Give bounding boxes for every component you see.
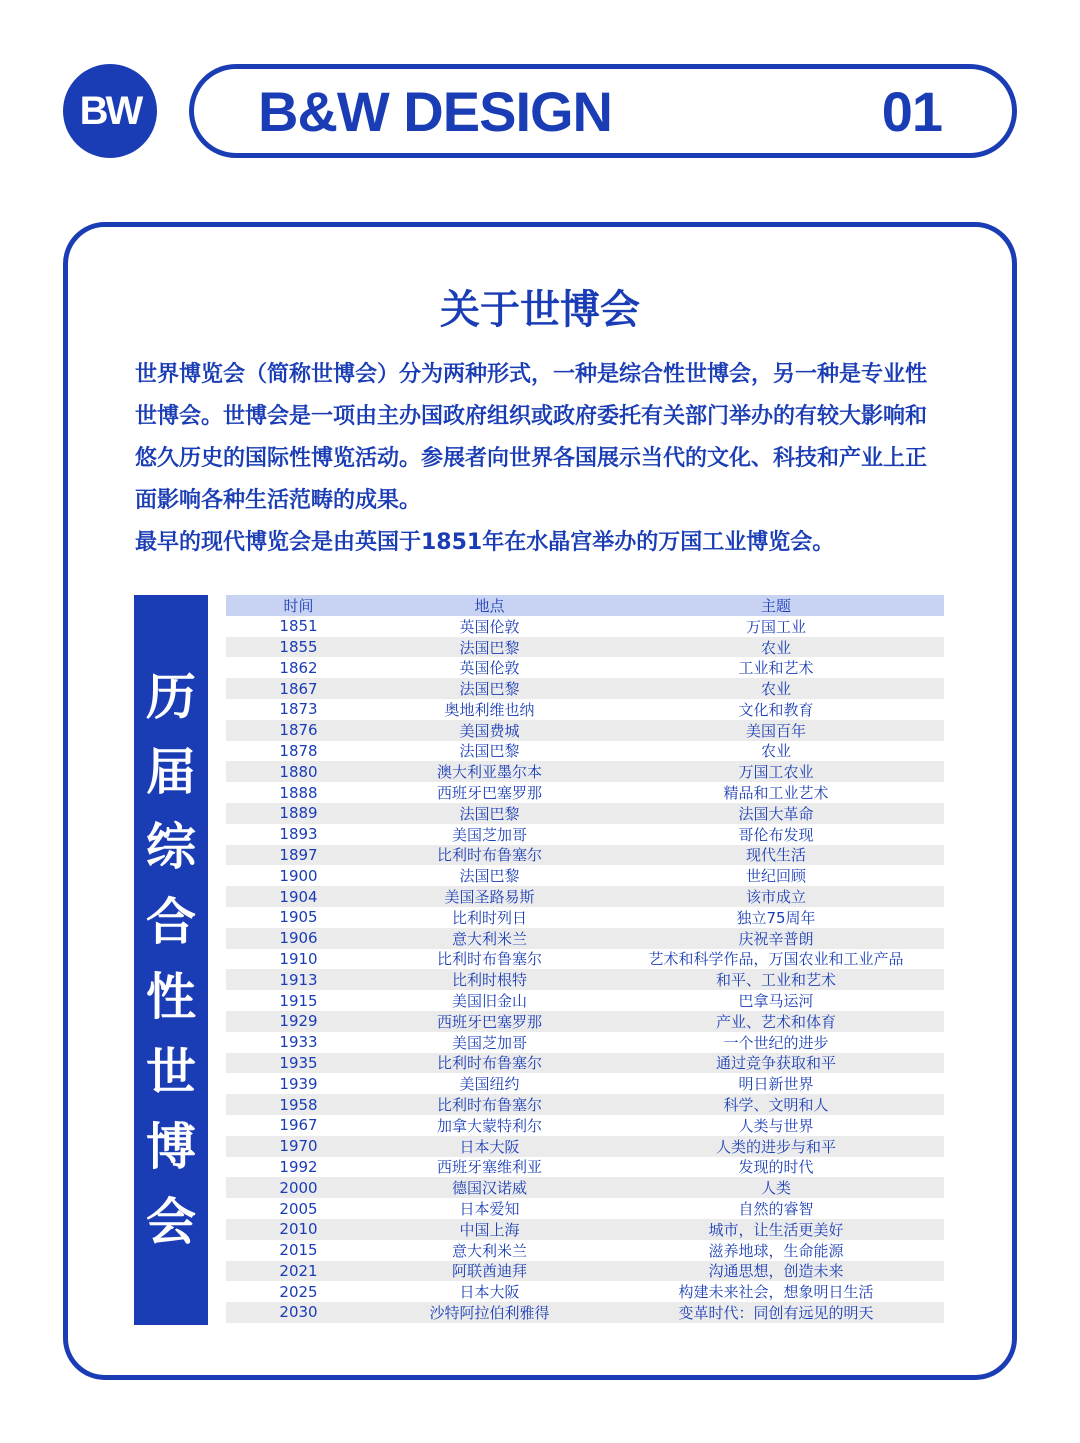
cell-theme: 庆祝辛普朗 [738, 929, 814, 948]
table-row [226, 699, 944, 720]
cell-theme: 工业和艺术 [738, 659, 814, 678]
cell-location: 比利时布鲁塞尔 [436, 846, 542, 865]
cell-time: 1970 [279, 1137, 318, 1156]
cell-location: 沙特阿拉伯利雅得 [429, 1304, 550, 1322]
table-row [226, 845, 944, 866]
cell-theme: 构建未来社会，想象明日生活 [678, 1283, 874, 1302]
expo-table [226, 595, 944, 1323]
cell-theme: 文化和教育 [738, 700, 814, 719]
cell-location: 日本爱知 [459, 1200, 520, 1219]
brand-title: B&W DESIGN [258, 79, 612, 143]
column-header-location: 地点 [474, 596, 505, 615]
cell-location: 美国芝加哥 [451, 825, 527, 844]
cell-time: 2015 [279, 1241, 318, 1260]
vertical-title [134, 595, 208, 1325]
table-row [226, 720, 944, 741]
cell-theme: 现代生活 [745, 846, 806, 865]
cell-theme: 人类 [760, 1179, 791, 1198]
table-row [226, 928, 944, 949]
cell-theme: 发现的时代 [738, 1158, 814, 1177]
cell-location: 比利时根特 [451, 971, 527, 990]
vertical-title-char: 综 [146, 818, 196, 876]
cell-location: 比利时布鲁塞尔 [436, 1054, 542, 1073]
table-row [226, 1032, 944, 1053]
cell-theme: 万国工农业 [738, 763, 814, 782]
cell-location: 阿联酋迪拜 [451, 1262, 527, 1281]
vertical-title-char: 合 [146, 893, 196, 951]
cell-time: 1933 [279, 1033, 318, 1052]
cell-theme: 科学、文明和人 [723, 1096, 829, 1115]
cell-location: 日本大阪 [459, 1137, 520, 1156]
cell-location: 法国巴黎 [459, 867, 520, 886]
cell-location: 加拿大蒙特利尔 [436, 1116, 542, 1135]
cell-time: 1855 [279, 637, 318, 656]
cell-time: 1913 [279, 970, 318, 989]
cell-theme: 产业、艺术和体育 [715, 1012, 836, 1031]
cell-time: 1910 [279, 949, 318, 968]
cell-theme: 自然的睿智 [738, 1200, 814, 1219]
cell-theme: 变革时代：同创有远见的明天 [678, 1304, 874, 1322]
table-row [226, 1302, 944, 1323]
table-row [226, 1011, 944, 1032]
table-row [226, 657, 944, 678]
cell-location: 西班牙巴塞罗那 [436, 784, 542, 803]
table-row [226, 1053, 944, 1074]
table-row [226, 865, 944, 886]
cell-theme: 精品和工业艺术 [723, 784, 829, 803]
table-row [226, 761, 944, 782]
table-row [226, 803, 944, 824]
cell-location: 意大利米兰 [451, 1241, 527, 1260]
cell-theme: 和平、工业和艺术 [715, 971, 836, 990]
header-banner [189, 64, 1017, 158]
cell-theme: 滋养地球，生命能源 [708, 1241, 844, 1260]
table-row [226, 949, 944, 970]
cell-theme: 人类的进步与和平 [715, 1137, 836, 1156]
cell-time: 1888 [279, 783, 318, 802]
cell-time: 1935 [279, 1053, 318, 1072]
column-header-time: 时间 [283, 596, 314, 615]
cell-location: 美国费城 [459, 721, 520, 740]
cell-time: 1878 [279, 741, 318, 760]
vertical-title-char: 历 [146, 668, 196, 726]
cell-time: 1873 [279, 700, 318, 719]
cell-location: 比利时列日 [451, 908, 527, 927]
page-number: 01 [881, 79, 942, 143]
table-row [226, 1240, 944, 1261]
intro-text [135, 354, 947, 564]
table-row [226, 1073, 944, 1094]
table-row [226, 886, 944, 907]
cell-theme: 通过竞争获取和平 [715, 1054, 836, 1073]
cell-time: 1851 [279, 617, 318, 636]
table-row [226, 1177, 944, 1198]
cell-location: 中国上海 [459, 1220, 520, 1239]
cell-time: 2025 [279, 1282, 318, 1301]
cell-theme: 农业 [760, 742, 791, 761]
cell-time: 1862 [279, 658, 318, 677]
cell-location: 西班牙塞维利亚 [436, 1158, 542, 1177]
vertical-title-char: 会 [146, 1193, 196, 1251]
table-row [226, 616, 944, 637]
cell-theme: 独立75周年 [736, 908, 816, 927]
table-row [226, 1136, 944, 1157]
cell-location: 比利时布鲁塞尔 [436, 950, 542, 969]
cell-time: 2030 [279, 1303, 318, 1322]
cell-location: 比利时布鲁塞尔 [436, 1096, 542, 1115]
table-row [226, 1094, 944, 1115]
table-row [226, 824, 944, 845]
cell-theme: 沟通思想，创造未来 [708, 1262, 844, 1281]
cell-time: 2021 [279, 1261, 318, 1280]
table-row [226, 741, 944, 762]
cell-location: 法国巴黎 [459, 680, 520, 699]
page-title: 关于世博会 [440, 287, 640, 333]
column-header-theme: 主题 [760, 596, 791, 615]
vertical-title-char: 性 [146, 968, 196, 1026]
cell-time: 1900 [279, 866, 318, 885]
table-row [226, 1219, 944, 1240]
cell-time: 2000 [279, 1178, 318, 1197]
cell-theme: 农业 [760, 638, 791, 657]
table-row [226, 1198, 944, 1219]
cell-theme: 明日新世界 [738, 1075, 814, 1094]
cell-time: 1904 [279, 887, 318, 906]
cell-theme: 艺术和科学作品，万国农业和工业产品 [648, 950, 904, 969]
cell-theme: 城市，让生活更美好 [708, 1220, 844, 1239]
table-row [226, 1115, 944, 1136]
cell-location: 德国汉诺威 [451, 1179, 527, 1198]
cell-location: 英国伦敦 [459, 617, 520, 636]
cell-theme: 万国工业 [745, 617, 806, 636]
table-row [226, 782, 944, 803]
table-row [226, 678, 944, 699]
table-row [226, 990, 944, 1011]
table-row [226, 1261, 944, 1282]
cell-time: 2005 [279, 1199, 318, 1218]
vertical-title-char: 博 [146, 1118, 196, 1176]
cell-location: 美国纽约 [459, 1075, 520, 1094]
cell-location: 法国巴黎 [459, 804, 520, 823]
cell-theme: 人类与世界 [738, 1116, 814, 1135]
table-row [226, 1281, 944, 1302]
table-row [226, 907, 944, 928]
cell-time: 1889 [279, 804, 318, 823]
cell-location: 西班牙巴塞罗那 [436, 1012, 542, 1031]
vertical-title-char: 届 [146, 743, 196, 801]
cell-theme: 巴拿马运河 [738, 992, 814, 1011]
cell-time: 1992 [279, 1157, 318, 1176]
cell-time: 1939 [279, 1074, 318, 1093]
cell-location: 美国圣路易斯 [444, 888, 535, 907]
table-header-row [226, 595, 944, 616]
cell-time: 1897 [279, 845, 318, 864]
cell-theme: 一个世纪的进步 [723, 1033, 829, 1052]
intro-paragraph: 世界博览会（简称世博会）分为两种形式，一种是综合性世博会，另一种是专业性世博会。世博会是一项由主办国政府组织或政府委托有关部门举办的有较大影响和悠久历史的国际性博览活动。参展者向世界各国展示当代的文化、科技和产业上正面影响各种生活范畴的成果。 [135, 362, 928, 513]
cell-location: 奥地利维也纳 [444, 700, 535, 719]
cell-time: 1915 [279, 991, 318, 1010]
cell-theme: 美国百年 [745, 721, 806, 740]
cell-location: 美国芝加哥 [451, 1033, 527, 1052]
cell-time: 1929 [279, 1012, 318, 1031]
vertical-title-char: 世 [146, 1043, 196, 1101]
cell-theme: 世纪回顾 [745, 867, 806, 886]
cell-theme: 农业 [760, 680, 791, 699]
table-row [226, 1157, 944, 1178]
cell-time: 1867 [279, 679, 318, 698]
cell-location: 美国旧金山 [451, 992, 527, 1011]
cell-time: 1880 [279, 762, 318, 781]
cell-theme: 该市成立 [745, 888, 806, 907]
cell-time: 1876 [279, 721, 318, 740]
cell-location: 澳大利亚墨尔本 [436, 763, 542, 782]
cell-time: 1906 [279, 929, 318, 948]
cell-location: 法国巴黎 [459, 742, 520, 761]
table-row [226, 969, 944, 990]
cell-location: 英国伦敦 [459, 659, 520, 678]
cell-time: 2010 [279, 1220, 318, 1239]
cell-theme: 法国大革命 [738, 804, 814, 823]
cell-time: 1958 [279, 1095, 318, 1114]
cell-time: 1905 [279, 908, 318, 927]
logo: BW [63, 64, 157, 158]
table-row [226, 637, 944, 658]
intro-paragraph: 最早的现代博览会是由英国于1851年在水晶宫举办的万国工业博览会。 [135, 530, 835, 555]
cell-time: 1893 [279, 825, 318, 844]
cell-theme: 哥伦布发现 [738, 825, 814, 844]
cell-location: 意大利米兰 [451, 929, 527, 948]
cell-location: 日本大阪 [459, 1283, 520, 1302]
cell-time: 1967 [279, 1116, 318, 1135]
cell-location: 法国巴黎 [459, 638, 520, 657]
